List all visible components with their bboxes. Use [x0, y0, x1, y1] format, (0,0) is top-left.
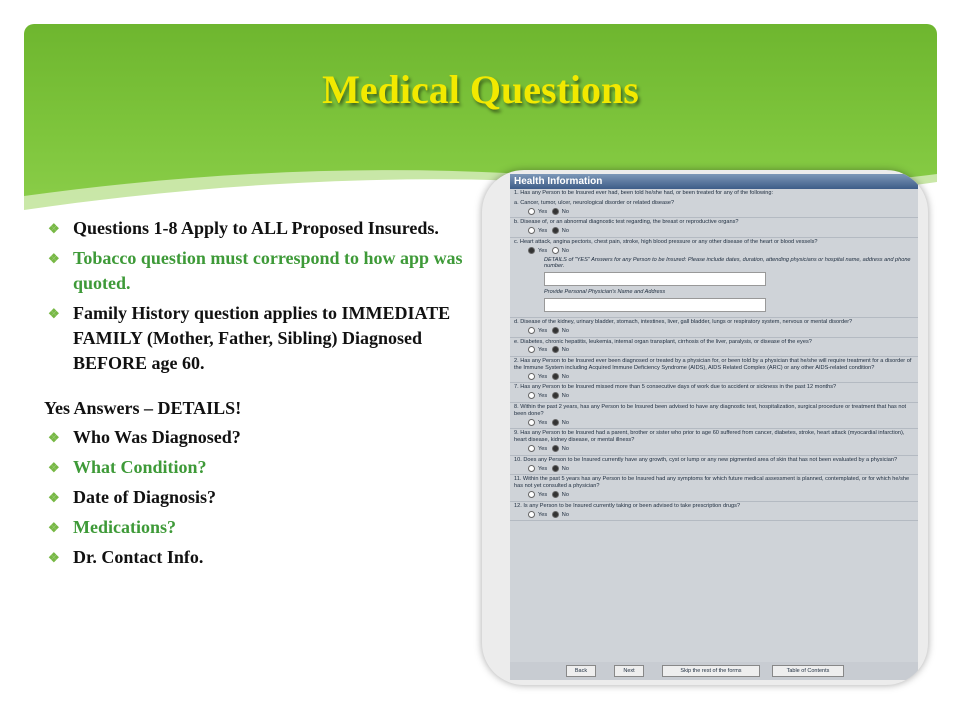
bullet-item-tobacco [44, 246, 464, 296]
yes-radio[interactable] [528, 511, 535, 518]
yes-no-group: Yes No [528, 227, 914, 235]
physician-label: Provide Personal Physician's Name and Address [544, 289, 666, 296]
question-1: 1. Has any Person to be Insured ever had, been told he/she had, or been treated for any of the following: [514, 190, 774, 196]
details-label: DETAILS of "YES" Answers for any Person to be Insured: Please include dates, duration, attending physicians or hospital name, address and phone number. [544, 256, 911, 270]
no-radio[interactable] [552, 327, 559, 334]
bullet-item-insureds [44, 216, 464, 241]
bullet-text: Tobacco question must correspond to how app was quoted. [73, 248, 463, 293]
question-10: 10. Does any Person to be Insured currently have any growth, cyst or lump or any new pigmented area of skin that has not been evaluated by a physician? Yes No [510, 456, 918, 476]
diamond-bullet-icon: ❖ [48, 430, 60, 445]
yes-radio[interactable] [528, 327, 535, 334]
bullet-text: Date of Diagnosis? [73, 487, 216, 507]
yes-no-group: Yes No [528, 491, 914, 499]
yes-radio[interactable] [528, 227, 535, 234]
yes-no-group: Yes No [528, 208, 914, 216]
next-button[interactable]: Next [614, 665, 644, 677]
question-1e: e. Diabetes, chronic hepatitis, leukemia, internal organ transplant, cirrhosis of the liver, paralysis, or disease of the eyes? Yes No [510, 338, 918, 358]
diamond-bullet-icon: ❖ [48, 490, 60, 505]
slide [24, 24, 937, 700]
no-radio[interactable] [552, 346, 559, 353]
yes-radio[interactable] [528, 392, 535, 399]
question-8: 8. Within the past 2 years, has any Person to be Insured been advised to have any diagnostic test, hospitalization, surgical procedure or treatment that has not been done? Yes No [510, 403, 918, 429]
bullet-text: Family History question applies to IMMEDIATE FAMILY (Mother, Father, Sibling) Diagnosed BEFORE age 60. [73, 303, 451, 373]
diamond-bullet-icon: ❖ [48, 550, 60, 565]
physician-field[interactable] [544, 298, 766, 312]
question-7: 7. Has any Person to be Insured missed more than 5 consecutive days of work due to accident or sickness in the past 12 months? Yes No [510, 383, 918, 403]
yes-radio[interactable] [528, 445, 535, 452]
no-radio[interactable] [552, 227, 559, 234]
details-item-date [44, 485, 464, 510]
diamond-bullet-icon: ❖ [48, 251, 60, 266]
yes-no-group: Yes No [528, 445, 914, 453]
yes-radio[interactable] [528, 247, 535, 254]
no-radio[interactable] [552, 247, 559, 254]
yes-no-group: Yes No [528, 346, 914, 354]
yes-no-group: Yes No [528, 247, 914, 255]
yes-no-group: Yes No [528, 419, 914, 427]
yes-radio[interactable] [528, 373, 535, 380]
question-1c: c. Heart attack, angina pectoris, chest pain, stroke, high blood pressure or any other disease of the heart or blood vessels? Yes No DETAILS of "YES" Answers for any Person to be Insured: Please include dates, duration, attending physicians or hospital name, address and phone number. Provide Personal Physician's Name and Address [510, 238, 918, 318]
diamond-bullet-icon: ❖ [48, 460, 60, 475]
yes-radio[interactable] [528, 419, 535, 426]
no-radio[interactable] [552, 491, 559, 498]
bullet-item-family-history [44, 301, 464, 376]
form-button-bar [510, 662, 918, 680]
yes-no-group: Yes No [528, 373, 914, 381]
bullet-text: What Condition? [73, 457, 207, 477]
question-11: 11. Within the past 5 years has any Person to be Insured had any symptoms for which future medical assessment is planned, contemplated, or for which he/she has not yet consulted a physician? Yes No [510, 475, 918, 501]
yes-no-group: Yes No [528, 327, 914, 335]
question-1a: a. Cancer, tumor, ulcer, neurological disorder or related disease? Yes No [510, 199, 918, 219]
back-button[interactable]: Back [566, 665, 596, 677]
yes-no-group: Yes No [528, 511, 914, 519]
diamond-bullet-icon: ❖ [48, 520, 60, 535]
bullet-list [44, 216, 464, 575]
no-radio[interactable] [552, 465, 559, 472]
question-9: 9. Has any Person to be Insured had a parent, brother or sister who prior to age 60 suffered from cancer, diabetes, stroke, heart attack (myocardial infarction), heart disease, kidney disease, or mental illness? Yes No [510, 429, 918, 455]
details-field[interactable] [544, 272, 766, 286]
question-12: 12. Is any Person to be Insured currently taking or been advised to take prescription drugs? Yes No [510, 502, 918, 522]
no-radio[interactable] [552, 373, 559, 380]
form-screenshot-frame [482, 170, 928, 685]
details-item-who [44, 425, 464, 450]
details-item-condition [44, 455, 464, 480]
no-radio[interactable] [552, 511, 559, 518]
skip-forms-button[interactable]: Skip the rest of the forms [662, 665, 760, 677]
details-item-medications [44, 515, 464, 540]
no-radio[interactable] [552, 419, 559, 426]
bullet-text: Questions 1-8 Apply to ALL Proposed Insureds. [73, 218, 439, 238]
yes-no-group: Yes No [528, 465, 914, 473]
no-radio[interactable] [552, 208, 559, 215]
yes-radio[interactable] [528, 346, 535, 353]
table-of-contents-button[interactable]: Table of Contents [772, 665, 844, 677]
health-information-form [510, 174, 918, 680]
yes-radio[interactable] [528, 208, 535, 215]
no-radio[interactable] [552, 445, 559, 452]
bullet-text: Medications? [73, 517, 176, 537]
bullet-text: Who Was Diagnosed? [73, 427, 241, 447]
yes-radio[interactable] [528, 491, 535, 498]
yes-no-group: Yes No [528, 392, 914, 400]
diamond-bullet-icon: ❖ [48, 306, 60, 321]
form-header: Health Information [510, 174, 918, 189]
question-1b: b. Disease of, or an abnormal diagnostic test regarding, the breast or reproductive organs? Yes No [510, 218, 918, 238]
bullet-text: Dr. Contact Info. [73, 547, 204, 567]
diamond-bullet-icon: ❖ [48, 221, 60, 236]
yes-radio[interactable] [528, 465, 535, 472]
question-2: 2. Has any Person to be Insured ever been diagnosed or treated by a physician for, or been told by a physician that he/she will require treatment for a disorder of the Immune System including Acquired Immune Deficiency Syndrome (AIDS), AIDS Related Complex (ARC) or any other AIDS-related condition? Yes No [510, 357, 918, 383]
slide-title: Medical Questions [322, 67, 639, 112]
details-subheading: Yes Answers – DETAILS! [44, 398, 242, 418]
no-radio[interactable] [552, 392, 559, 399]
details-item-doctor [44, 545, 464, 570]
question-1d: d. Disease of the kidney, urinary bladder, stomach, intestines, liver, gall bladder, lungs or respiratory system, nervous or mental disorder? Yes No [510, 318, 918, 338]
